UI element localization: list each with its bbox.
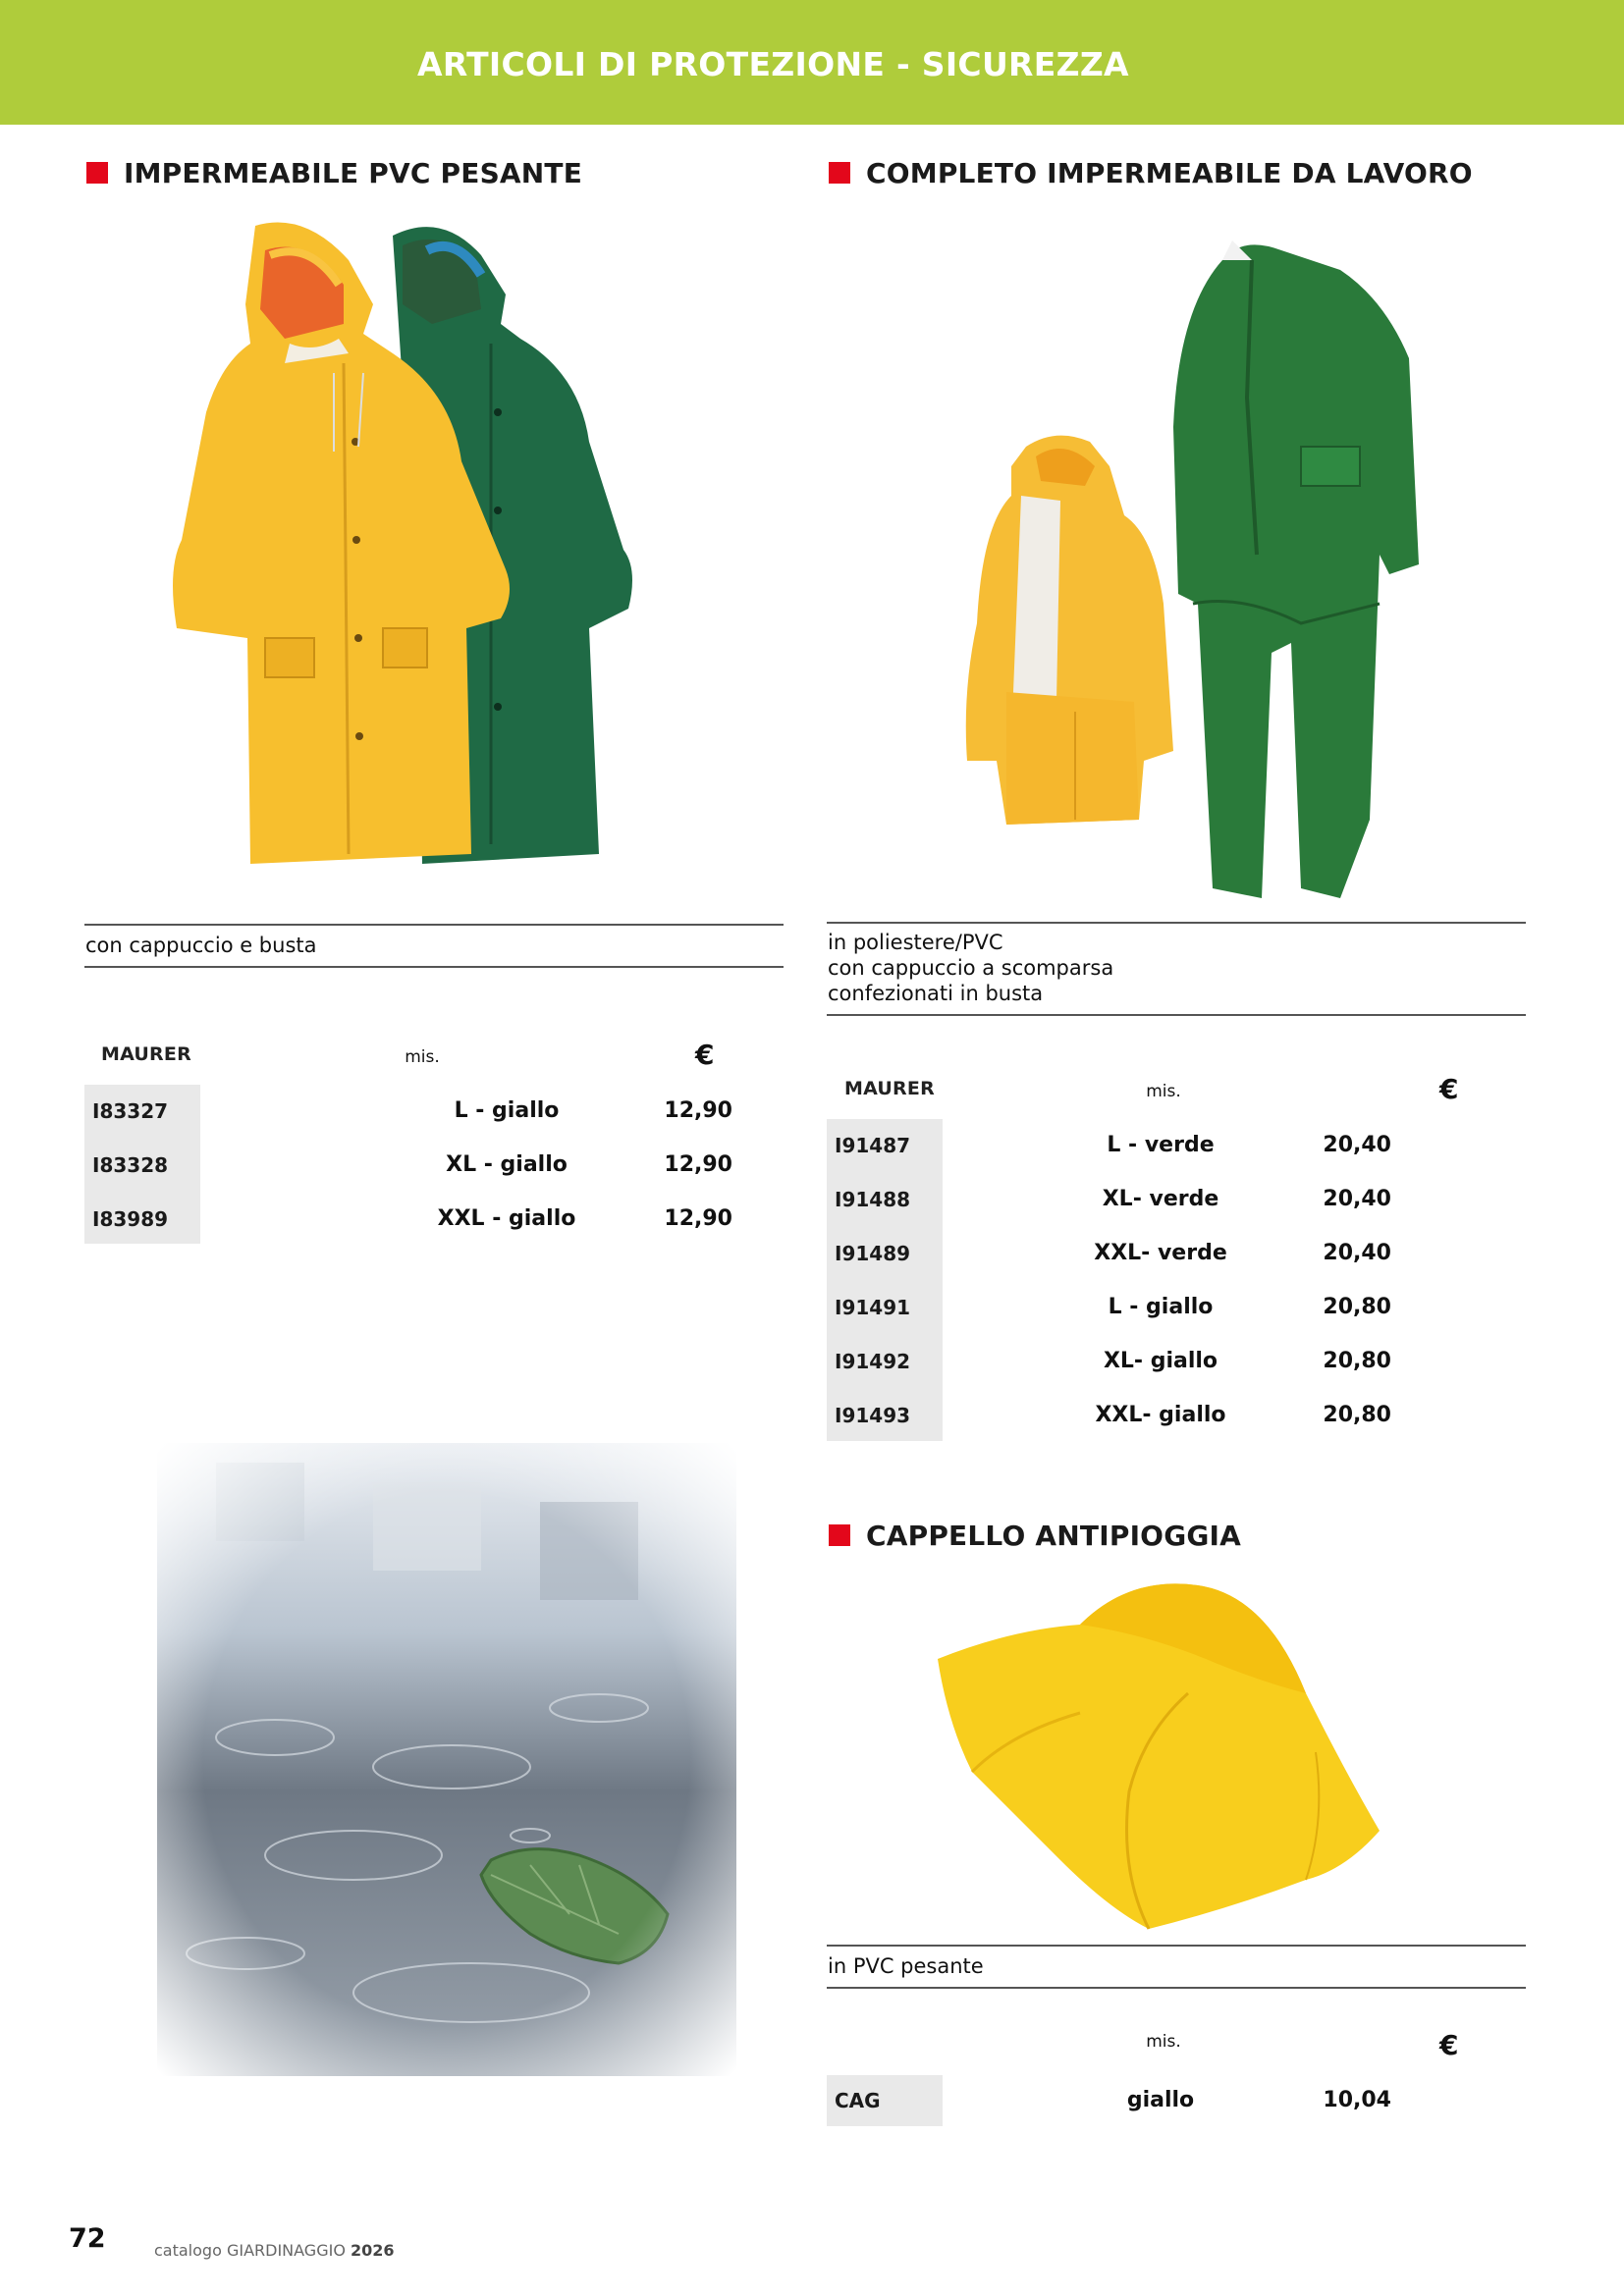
- product-size: XXL- giallo: [1095, 1403, 1226, 1427]
- product-code: I91488: [835, 1188, 911, 1211]
- column-header-size: mis.: [1146, 1082, 1181, 1101]
- table-row: [827, 1335, 1494, 1388]
- product-title-cappello: CAPPELLO ANTIPIOGGIA: [829, 1518, 1241, 1553]
- rain-suit-image: [928, 231, 1419, 908]
- page-header-title: ARTICOLI DI PROTEZIONE - SICUREZZA: [417, 45, 1129, 83]
- product-price: 10,04: [1323, 2088, 1391, 2112]
- product-size: giallo: [1126, 2088, 1195, 2112]
- brand-logo-maurer: MAURER: [101, 1043, 191, 1065]
- product-code: I91491: [835, 1296, 911, 1319]
- product-code: CAG: [835, 2089, 881, 2112]
- product-price: 20,40: [1323, 1187, 1391, 1211]
- product-size: L - giallo: [1108, 1295, 1214, 1319]
- table-row: [827, 2074, 1494, 2127]
- table-row: [84, 1139, 752, 1192]
- product-price: 12,90: [664, 1098, 732, 1123]
- product-size: XXL - giallo: [437, 1206, 576, 1231]
- product-size: L - giallo: [454, 1098, 560, 1123]
- product-code: I91489: [835, 1242, 911, 1265]
- product-code: I83989: [92, 1207, 169, 1231]
- product-code: I83328: [92, 1153, 169, 1177]
- table-row: [827, 1173, 1494, 1226]
- column-header-size: mis.: [405, 1047, 440, 1067]
- divider-top: [84, 924, 784, 926]
- product-size: XL- verde: [1102, 1187, 1219, 1211]
- product-size: XXL- verde: [1094, 1241, 1227, 1265]
- table-row: [827, 1389, 1494, 1442]
- product-code: I91493: [835, 1404, 911, 1427]
- bullet-square-icon: [829, 162, 850, 184]
- product-price: 12,90: [664, 1152, 732, 1177]
- page-header-band: [0, 0, 1624, 125]
- product-title-impermeabile: IMPERMEABILE PVC PESANTE: [86, 155, 582, 190]
- product-price: 20,80: [1323, 1403, 1391, 1427]
- raincoat-image: [167, 216, 677, 869]
- catalog-label: [154, 2241, 395, 2260]
- page-number: 72: [69, 2223, 106, 2254]
- divider-top: [827, 922, 1526, 924]
- brand-logo-maurer: MAURER: [844, 1078, 935, 1099]
- catalog-year: 2026: [351, 2241, 395, 2260]
- rain-hat-image: [933, 1575, 1394, 1944]
- product-description-line: con cappuccio e busta: [85, 934, 317, 957]
- column-header-price: €: [1439, 1073, 1459, 1105]
- bullet-square-icon: [86, 162, 108, 184]
- rain-puddle-image: [157, 1443, 736, 2076]
- divider-bottom: [827, 1987, 1526, 1989]
- table-row: [827, 1119, 1494, 1172]
- divider-bottom: [84, 966, 784, 968]
- product-price: 20,80: [1323, 1349, 1391, 1373]
- product-title-completo: COMPLETO IMPERMEABILE DA LAVORO: [829, 155, 1473, 190]
- product-price: 20,80: [1323, 1295, 1391, 1319]
- table-row: [84, 1085, 752, 1138]
- product-description-line: con cappuccio a scomparsa: [828, 956, 1114, 980]
- product-size: XL- giallo: [1103, 1349, 1218, 1373]
- table-row: [827, 1227, 1494, 1280]
- bullet-square-icon: [829, 1524, 850, 1546]
- product-description-line: in poliestere/PVC: [828, 931, 1003, 954]
- column-header-price: €: [695, 1039, 715, 1071]
- product-code: I83327: [92, 1099, 169, 1123]
- product-description-line: confezionati in busta: [828, 982, 1044, 1005]
- product-price: 12,90: [664, 1206, 732, 1231]
- product-price: 20,40: [1323, 1133, 1391, 1157]
- divider-bottom: [827, 1014, 1526, 1016]
- divider-top: [827, 1945, 1526, 1947]
- product-description-line: in PVC pesante: [828, 1954, 984, 1978]
- table-row: [827, 1281, 1494, 1334]
- table-row: [84, 1193, 752, 1246]
- product-size: XL - giallo: [446, 1152, 568, 1177]
- column-header-price: €: [1439, 2029, 1459, 2061]
- catalog-name: catalogo GIARDINAGGIO: [154, 2241, 346, 2260]
- product-price: 20,40: [1323, 1241, 1391, 1265]
- column-header-size: mis.: [1146, 2032, 1181, 2052]
- product-size: L - verde: [1107, 1133, 1215, 1157]
- product-code: I91487: [835, 1134, 911, 1157]
- product-code: I91492: [835, 1350, 911, 1373]
